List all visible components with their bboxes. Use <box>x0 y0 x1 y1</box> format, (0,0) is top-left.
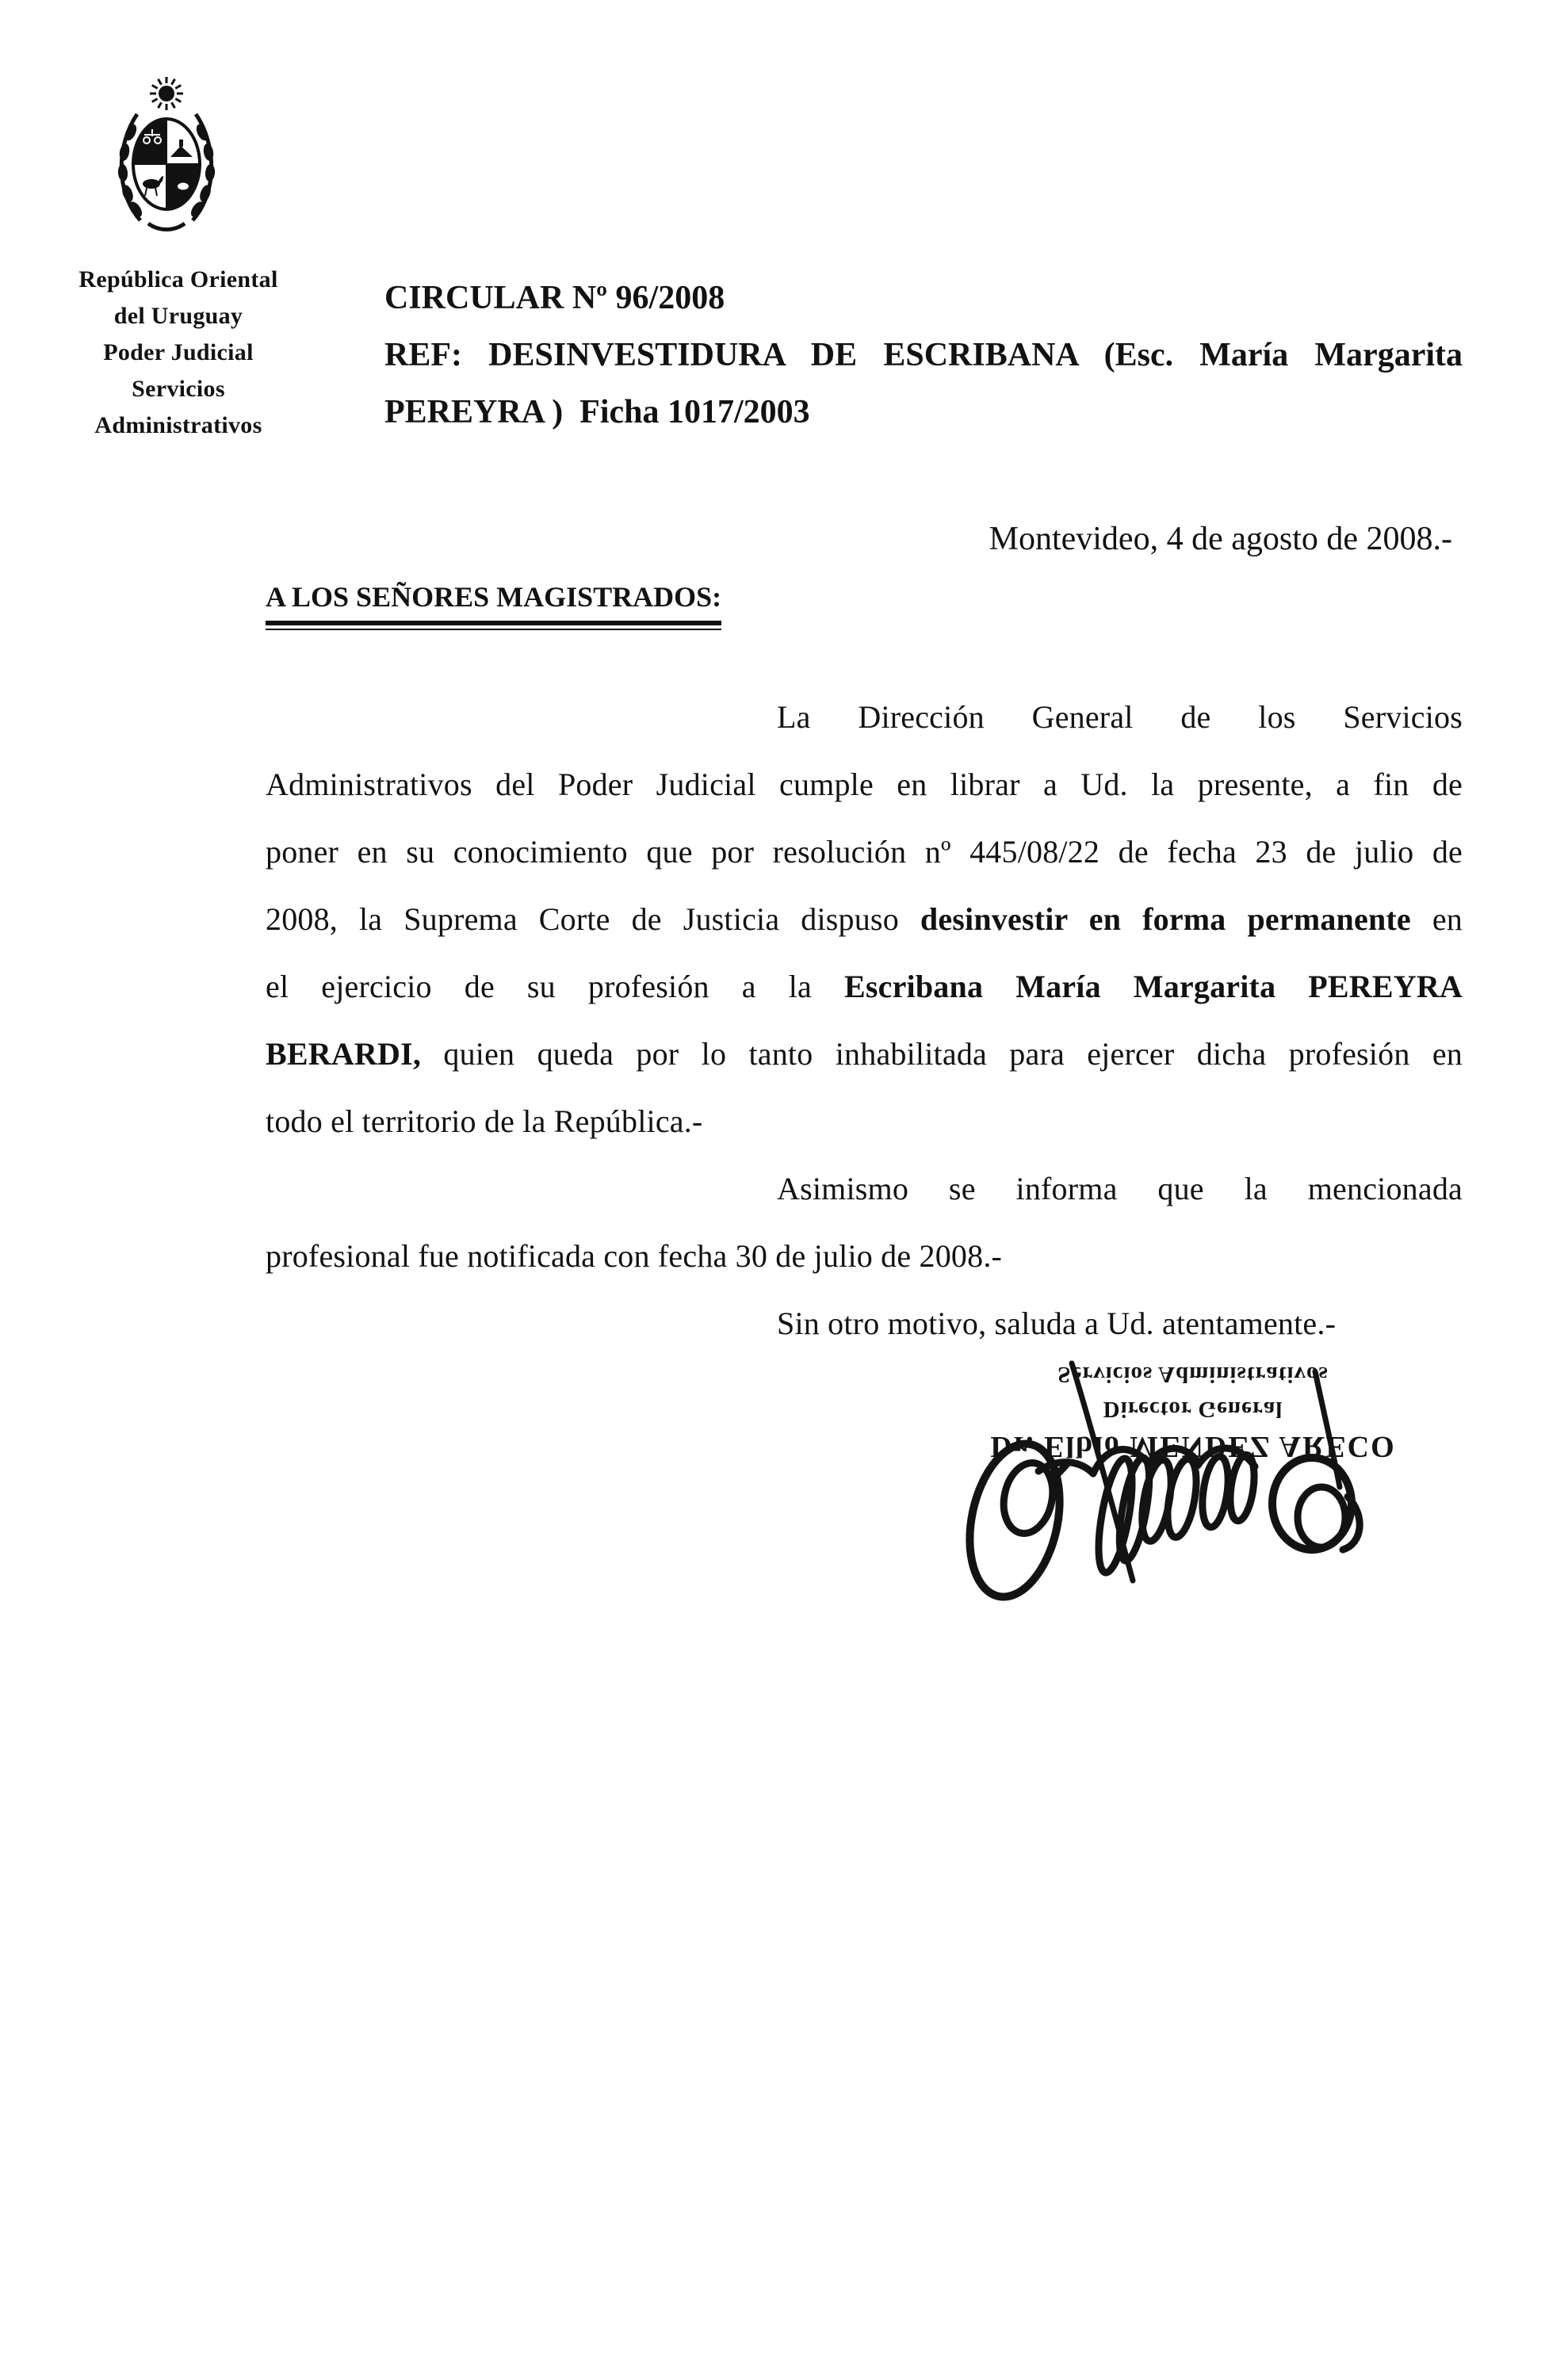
body-line: todo el territorio de la República.- <box>266 1103 703 1139</box>
body-line: La Dirección General de los Servicios <box>777 699 1463 735</box>
body-line: 2008, la Suprema Corte de Justicia dispuso desinvestir en forma permanente en <box>266 901 1463 937</box>
letter-body <box>266 683 1463 1357</box>
body-line: Sin otro motivo, saluda a Ud. atentamente.- <box>777 1306 1337 1341</box>
letterhead-line: Poder Judicial <box>103 339 254 365</box>
circular-header <box>384 270 1463 441</box>
bold-phrase-desinvestir: desinvestir en forma permanente <box>920 901 1411 937</box>
stamp-title: Director General <box>1103 1397 1283 1422</box>
body-line: Asimismo se informa que la mencionada <box>777 1171 1463 1206</box>
circular-number: CIRCULAR Nº 96/2008 <box>384 280 725 316</box>
stamp-office: Servicios Administrativos <box>1057 1362 1329 1387</box>
letterhead-line: Administrativos <box>94 412 262 438</box>
stamp-name: Dr. Elbio MENDEZ ARECO <box>990 1430 1396 1463</box>
uruguay-coat-of-arms-icon <box>107 73 226 239</box>
bold-phrase-escribana: Escribana María Margarita PEREYRA <box>843 969 1463 1004</box>
salutation <box>266 577 721 625</box>
letterhead <box>24 262 333 444</box>
handwritten-signature <box>951 1308 1474 1676</box>
bold-phrase-berardi: BERARDI, <box>266 1036 422 1072</box>
letterhead-line: Servicios <box>132 376 225 402</box>
body-line: Administrativos del Poder Judicial cumple en librar a Ud. la presente, a fin de <box>266 767 1463 802</box>
body-line: profesional fue notificada con fecha 30 de julio de 2008.- <box>266 1238 1003 1274</box>
letterhead-line: República Oriental <box>78 266 278 292</box>
reference-line-2: PEREYRA ) Ficha 1017/2003 <box>384 394 810 430</box>
reference-line-1: REF: DESINVESTIDURA DE ESCRIBANA (Esc. María Margarita <box>384 337 1463 373</box>
body-line: BERARDI, quien queda por lo tanto inhabilitada para ejercer dicha profesión en <box>266 1036 1463 1072</box>
letterhead-line: del Uruguay <box>113 303 243 329</box>
date-line: Montevideo, 4 de agosto de 2008.- <box>989 521 1452 557</box>
salutation-text: A LOS SEÑORES MAGISTRADOS: <box>266 577 721 625</box>
body-line: el ejercicio de su profesión a la Escribana María Margarita PEREYRA <box>266 969 1463 1004</box>
body-line: poner en su conocimiento que por resolución nº 445/08/22 de fecha 23 de julio de <box>266 834 1463 870</box>
